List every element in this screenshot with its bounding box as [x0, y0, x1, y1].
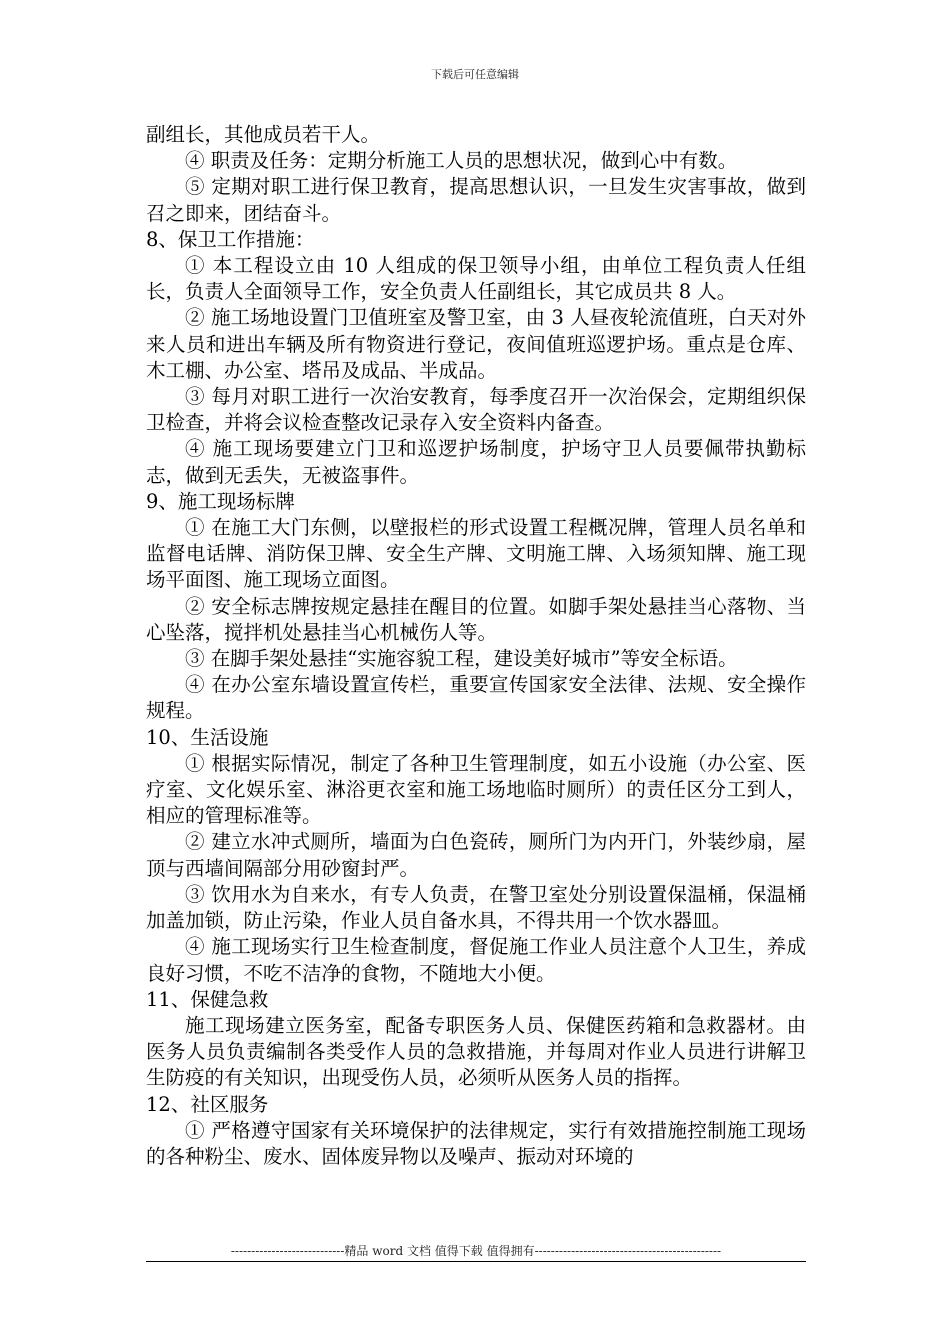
paragraph: ④ 施工现场实行卫生检查制度，督促施工作业人员注意个人卫生，养成良好习惯，不吃不洁净的食物，不随地大小便。 [146, 935, 806, 985]
paragraph: 施工现场建立医务室，配备专职医务人员、保健医药箱和急救器材。由医务人员负责编制各类受作人员的急救措施，并每周对作业人员进行讲解卫生防疫的有关知识，出现受伤人员，必须听从医务人员的指挥。 [146, 1013, 806, 1090]
paragraph: ① 根据实际情况，制定了各种卫生管理制度，如五小设施（办公室、医疗室、文化娱乐室、淋浴更衣室和施工场地临时厕所）的责任区分工到人，相应的管理标准等。 [146, 751, 806, 828]
paragraph: ③ 在脚手架处悬挂“实施容貌工程，建设美好城市”等安全标语。 [185, 647, 738, 671]
paragraph: ③ 每月对职工进行一次治安教育，每季度召开一次治保会，定期组织保卫检查，并将会议检查整改记录存入安全资料内备查。 [146, 385, 806, 435]
paragraph: ② 施工场地设置门卫值班室及警卫室，由 3 人昼夜轮流值班，白天对外来人员和进出车辆及所有物资进行登记，夜间值班巡逻护场。重点是仓库、木工棚、办公室、塔吊及成品、半成品。 [146, 306, 806, 382]
paragraph: ⑤ 定期对职工进行保卫教育，提高思想认识，一旦发生灾害事故，做到召之即来，团结奋斗。 [146, 175, 806, 225]
paragraph: ① 严格遵守国家有关环境保护的法律规定，实行有效措施控制施工现场的各种粉尘、废水、固体废异物以及噪声、振动对环境的 [146, 1118, 806, 1168]
page-header: 下载后可任意编辑 [431, 68, 519, 81]
paragraph: ④ 施工现场要建立门卫和巡逻护场制度，护场守卫人员要佩带执勤标志，做到无丢失，无被盗事件。 [146, 437, 806, 487]
document-body [146, 122, 806, 1170]
page-footer: ----------------------------精品 word 文档 值得下载 值得拥有---------------------------------------------- [146, 1242, 806, 1262]
section-heading: 11、保健急救 [146, 987, 269, 1011]
paragraph: ② 建立水冲式厕所，墙面为白色瓷砖，厕所门为内开门，外装纱扇，屋顶与西墙间隔部分用砂窗封严。 [146, 830, 806, 880]
section-heading: 8、保卫工作措施： [146, 227, 315, 251]
paragraph: 副组长，其他成员若干人。 [146, 123, 381, 146]
section-heading: 9、施工现场标牌 [146, 489, 295, 513]
paragraph: ① 本工程设立由 10 人组成的保卫领导小组，由单位工程负责人任组长，负责人全面领导工作，安全负责人任副组长，其它成员共 8 人。 [146, 254, 806, 304]
paragraph: ② 安全标志牌按规定悬挂在醒目的位置。如脚手架处悬挂当心落物、当心坠落，搅拌机处悬挂当心机械伤人等。 [146, 594, 806, 644]
section-heading: 12、社区服务 [146, 1092, 269, 1116]
paragraph: ④ 职责及任务：定期分析施工人员的思想状况，做到心中有数。 [185, 149, 738, 173]
paragraph: ① 在施工大门东侧，以壁报栏的形式设置工程概况牌，管理人员名单和监督电话牌、消防保卫牌、安全生产牌、文明施工牌、入场须知牌、施工现场平面图、施工现场立面图。 [146, 516, 806, 592]
section-heading: 10、生活设施 [146, 725, 269, 749]
paragraph: ③ 饮用水为自来水，有专人负责，在警卫室处分别设置保温桶，保温桶加盖加锁，防止污染，作业人员自备水具，不得共用一个饮水器皿。 [146, 882, 806, 933]
paragraph: ④ 在办公室东墙设置宣传栏，重要宣传国家安全法律、法规、安全操作规程。 [146, 673, 806, 723]
